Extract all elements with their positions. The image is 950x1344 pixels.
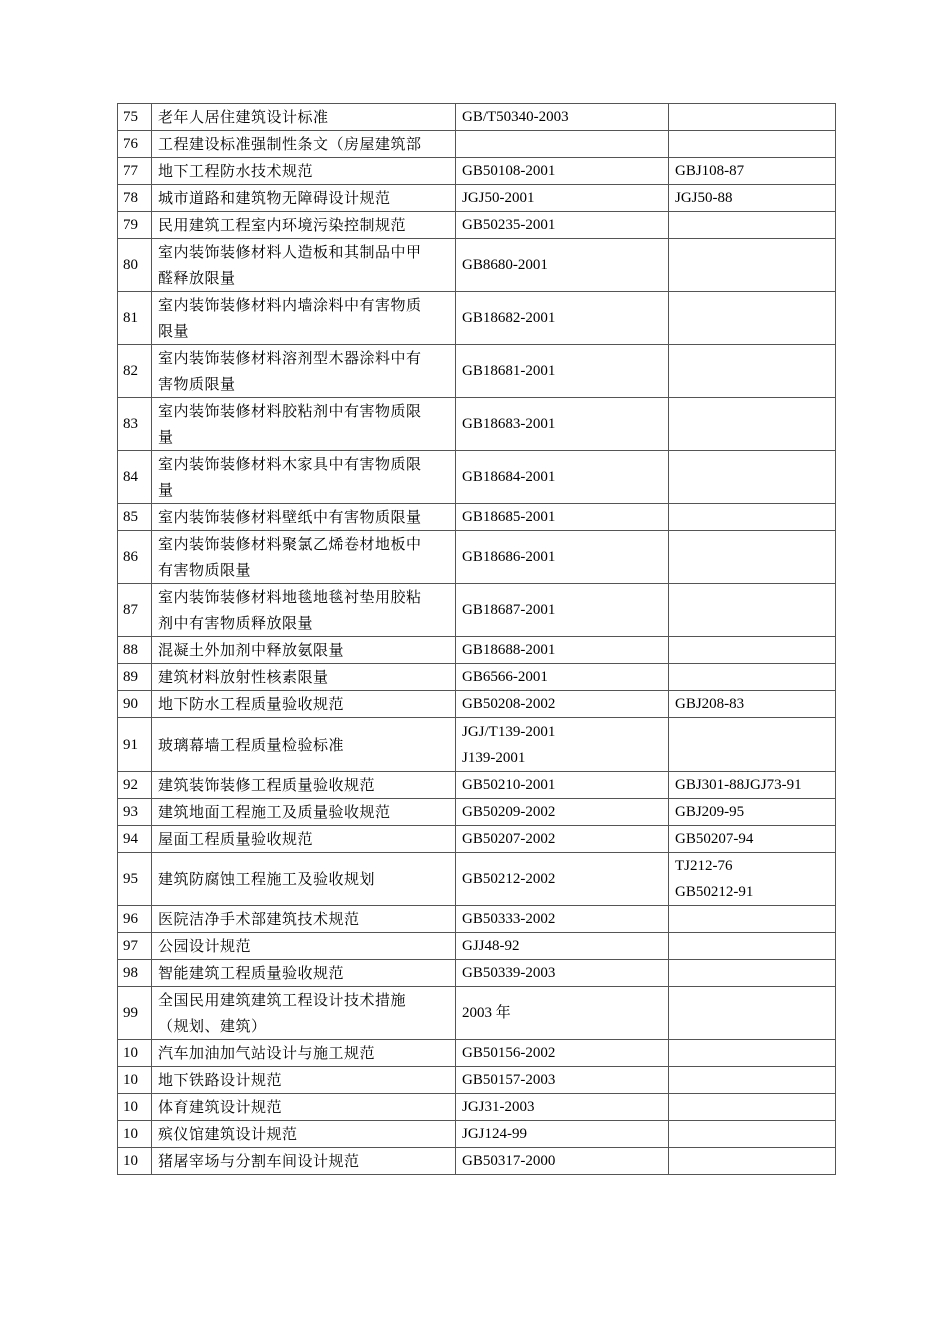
standards-table [117,103,836,1175]
standard-name-cell [152,637,456,664]
standard-name-cell-line: 工程建设标准强制性条文（房屋建筑部 [158,135,422,153]
standard-name-cell [152,292,456,345]
standard-name-cell-line: 玻璃幕墙工程质量检验标准 [158,735,345,754]
standard-code-cell [456,906,669,933]
standard-code-cell [456,104,669,131]
standard-code-cell [456,1094,669,1121]
standard-code-cell [456,691,669,718]
standard-name-cell [152,104,456,131]
standard-code-cell [456,158,669,185]
row-number-cell: 10 [118,1121,152,1148]
replaced-standard-cell [669,718,836,772]
standard-code-cell [456,1067,669,1094]
standard-code-cell-line: JGJ50-2001 [462,190,535,206]
standard-code-cell [456,960,669,987]
standard-name-cell-line: 混凝土外加剂中释放氨限量 [158,641,345,659]
replaced-standard-cell [669,104,836,131]
row-number-cell: 77 [118,158,152,185]
table-row [118,1094,836,1121]
row-number-cell: 10 [118,1148,152,1175]
replaced-standard-cell [669,1040,836,1067]
row-number-cell: 88 [118,637,152,664]
standard-name-cell [152,212,456,239]
replaced-standard-cell [669,504,836,531]
standard-name-cell [152,960,456,987]
standard-code-cell-line: GB50209-2002 [462,804,556,820]
standard-code-cell-line: GB/T50340-2003 [462,109,569,125]
standard-code-cell-line: JGJ31-2003 [462,1099,535,1115]
standard-code-cell [456,185,669,212]
standard-code-cell [456,584,669,637]
row-number-cell: 78 [118,185,152,212]
standard-code-cell-line: GB6566-2001 [462,669,548,685]
replaced-standard-cell [669,987,836,1040]
replaced-standard-cell-line: GB50207-94 [675,831,754,847]
row-number-cell: 81 [118,292,152,345]
replaced-standard-cell [669,185,836,212]
table-row [118,906,836,933]
standard-name-cell-line: 害物质限量 [158,375,236,393]
row-number-cell: 96 [118,906,152,933]
standard-name-cell-line: 医院洁净手术部建筑技术规范 [158,910,360,928]
standard-name-cell [152,1067,456,1094]
replaced-standard-cell [669,799,836,826]
replaced-standard-cell [669,1148,836,1175]
standard-name-cell-line: 汽车加油加气站设计与施工规范 [158,1044,376,1062]
standard-code-cell-line: GB50208-2002 [462,696,556,712]
standard-name-cell [152,1094,456,1121]
standard-code-cell [456,853,669,906]
standard-name-cell-line: 室内装饰装修材料木家具中有害物质限 [158,455,422,473]
table-row [118,531,836,584]
row-number-cell: 91 [118,718,152,772]
standard-code-cell-line: JGJ124-99 [462,1126,528,1142]
standard-name-cell-line: 室内装饰装修材料聚氯乙烯卷材地板中 [158,535,422,553]
table-row [118,584,836,637]
standard-name-cell [152,691,456,718]
table-row [118,292,836,345]
standard-name-cell-line: 有害物质限量 [158,561,252,579]
table-row [118,185,836,212]
standard-name-cell-line: 限量 [158,322,190,340]
standard-name-cell-line: 建筑防腐蚀工程施工及验收规划 [158,870,376,888]
standard-name-cell-line: 量 [158,428,174,446]
table-row [118,637,836,664]
replaced-standard-cell [669,531,836,584]
standard-name-cell [152,451,456,504]
standard-code-cell-line: GB18683-2001 [462,416,556,432]
replaced-standard-cell [669,292,836,345]
replaced-standard-cell [669,664,836,691]
replaced-standard-cell-line: GB50212-91 [675,884,754,900]
standard-name-cell-line: 民用建筑工程室内环境污染控制规范 [158,216,407,234]
standard-code-cell [456,504,669,531]
standard-name-cell-line: 猪屠宰场与分割车间设计规范 [158,1152,360,1170]
replaced-standard-cell [669,1067,836,1094]
table-row [118,158,836,185]
standard-name-cell-line: 室内装饰装修材料地毯地毯衬垫用胶粘 [158,588,422,606]
standard-name-cell-line: 屋面工程质量验收规范 [158,830,314,848]
standard-name-cell-line: 公园设计规范 [158,937,252,955]
replaced-standard-cell-line: TJ212-76 [675,858,733,874]
standard-name-cell-line: 室内装饰装修材料壁纸中有害物质限量 [158,508,422,526]
replaced-standard-cell [669,960,836,987]
standard-code-cell [456,531,669,584]
table-row [118,718,836,772]
standard-name-cell [152,772,456,799]
table-row [118,933,836,960]
standard-name-cell-line: 剂中有害物质释放限量 [158,614,314,632]
row-number-cell: 94 [118,826,152,853]
standard-code-cell-line: GB18685-2001 [462,509,556,525]
replaced-standard-cell [669,1121,836,1148]
replaced-standard-cell [669,826,836,853]
table-row [118,398,836,451]
table-row [118,853,836,906]
standard-code-cell-line: GB18682-2001 [462,310,556,326]
standard-name-cell [152,345,456,398]
table-row [118,1121,836,1148]
standard-code-cell [456,345,669,398]
standard-name-cell-line: 全国民用建筑建筑工程设计技术措施 [158,991,407,1009]
row-number-cell: 75 [118,104,152,131]
standard-name-cell [152,239,456,292]
table-body [118,104,836,1175]
standard-name-cell [152,799,456,826]
table-row [118,691,836,718]
standard-code-cell-line: GB50207-2002 [462,831,556,847]
table-row [118,104,836,131]
replaced-standard-cell-line: JGJ50-88 [675,190,733,206]
standard-code-cell [456,772,669,799]
replaced-standard-cell [669,772,836,799]
standard-name-cell [152,398,456,451]
standard-name-cell-line: 殡仪馆建筑设计规范 [158,1125,298,1143]
standard-code-cell [456,987,669,1040]
standard-name-cell [152,185,456,212]
table-row [118,1148,836,1175]
standard-name-cell-line: 室内装饰装修材料溶剂型木器涂料中有 [158,349,422,367]
standard-name-cell-line: 体育建筑设计规范 [158,1098,283,1116]
row-number-cell: 85 [118,504,152,531]
replaced-standard-cell [669,584,836,637]
standard-code-cell [456,826,669,853]
standard-code-cell [456,718,669,772]
standard-code-cell-line: GB50235-2001 [462,217,556,233]
table-row [118,239,836,292]
row-number-cell: 86 [118,531,152,584]
standard-name-cell-line: 地下铁路设计规范 [158,1071,283,1089]
row-number-cell: 99 [118,987,152,1040]
standard-code-cell [456,212,669,239]
replaced-standard-cell-line: GBJ208-83 [675,696,745,712]
standard-name-cell [152,664,456,691]
standard-code-cell-line: GB50210-2001 [462,777,556,793]
row-number-cell: 79 [118,212,152,239]
standard-code-cell-line: JGJ/T139-2001 [462,723,556,740]
standard-name-cell-line: 建筑材料放射性核素限量 [158,668,329,686]
standard-code-cell-line: GB18687-2001 [462,602,556,618]
table-row [118,212,836,239]
standard-name-cell [152,1121,456,1148]
standard-name-cell-line: 室内装饰装修材料胶粘剂中有害物质限 [158,402,422,420]
standard-code-cell-line: 2003 年 [462,1005,511,1021]
replaced-standard-cell-line: GBJ108-87 [675,163,745,179]
standard-code-cell-line: J139-2001 [462,749,526,766]
standard-name-cell [152,906,456,933]
table-row [118,1067,836,1094]
standard-code-cell [456,131,669,158]
row-number-cell: 93 [118,799,152,826]
standard-name-cell [152,584,456,637]
standard-code-cell [456,398,669,451]
standard-code-cell [456,637,669,664]
standard-code-cell-line: GB50333-2002 [462,911,556,927]
replaced-standard-cell [669,239,836,292]
standard-code-cell [456,664,669,691]
standard-name-cell-line: 量 [158,481,174,499]
standard-code-cell-line: GB50212-2002 [462,871,556,887]
standard-name-cell-line: 地下工程防水技术规范 [158,162,314,180]
standard-code-cell [456,1040,669,1067]
standard-name-cell-line: 地下防水工程质量验收规范 [158,695,345,713]
standard-code-cell-line: GB18681-2001 [462,363,556,379]
table-row [118,772,836,799]
row-number-cell: 95 [118,853,152,906]
standard-code-cell-line: GB50108-2001 [462,163,556,179]
table-row [118,1040,836,1067]
standard-code-cell [456,1121,669,1148]
standard-name-cell [152,504,456,531]
standard-name-cell-line: 室内装饰装修材料内墙涂料中有害物质 [158,296,422,314]
standard-name-cell-line: 智能建筑工程质量验收规范 [158,964,345,982]
row-number-cell: 89 [118,664,152,691]
table-row [118,960,836,987]
standard-code-cell [456,451,669,504]
standard-code-cell-line: GB50157-2003 [462,1072,556,1088]
standard-name-cell [152,1040,456,1067]
standard-name-cell-line: 老年人居住建筑设计标准 [158,108,329,126]
table-row [118,451,836,504]
standard-name-cell-line: 城市道路和建筑物无障碍设计规范 [158,189,391,207]
standard-name-cell-line: 室内装饰装修材料人造板和其制品中甲 [158,243,422,261]
table-row [118,131,836,158]
row-number-cell: 98 [118,960,152,987]
row-number-cell: 90 [118,691,152,718]
replaced-standard-cell [669,691,836,718]
standard-name-cell [152,933,456,960]
standard-name-cell [152,826,456,853]
row-number-cell: 97 [118,933,152,960]
standard-name-cell [152,131,456,158]
standard-name-cell-line: 建筑装饰装修工程质量验收规范 [158,776,376,794]
standard-code-cell [456,933,669,960]
standard-name-cell [152,531,456,584]
table-row [118,504,836,531]
replaced-standard-cell [669,398,836,451]
row-number-cell: 10 [118,1040,152,1067]
row-number-cell: 83 [118,398,152,451]
row-number-cell: 10 [118,1094,152,1121]
replaced-standard-cell [669,1094,836,1121]
standard-code-cell [456,799,669,826]
replaced-standard-cell [669,345,836,398]
replaced-standard-cell [669,853,836,906]
table-row [118,826,836,853]
standard-code-cell-line: GB8680-2001 [462,257,548,273]
row-number-cell: 76 [118,131,152,158]
replaced-standard-cell [669,158,836,185]
standard-code-cell-line: GB18688-2001 [462,642,556,658]
standard-code-cell-line: GB50339-2003 [462,965,556,981]
standard-code-cell-line: GB18684-2001 [462,469,556,485]
standard-code-cell [456,239,669,292]
row-number-cell: 80 [118,239,152,292]
standard-name-cell [152,1148,456,1175]
standard-name-cell-line: （规划、建筑） [158,1017,267,1035]
standard-name-cell [152,158,456,185]
row-number-cell: 84 [118,451,152,504]
standard-code-cell-line: GB50156-2002 [462,1045,556,1061]
table-row [118,345,836,398]
replaced-standard-cell [669,906,836,933]
standard-name-cell [152,987,456,1040]
replaced-standard-cell [669,212,836,239]
row-number-cell: 82 [118,345,152,398]
replaced-standard-cell [669,131,836,158]
standard-name-cell [152,853,456,906]
standard-name-cell-line: 建筑地面工程施工及质量验收规范 [158,803,391,821]
standard-code-cell-line: GB18686-2001 [462,549,556,565]
table-row [118,987,836,1040]
standard-code-cell [456,292,669,345]
row-number-cell: 10 [118,1067,152,1094]
replaced-standard-cell [669,637,836,664]
replaced-standard-cell [669,451,836,504]
standard-code-cell [456,1148,669,1175]
standard-code-cell-line: GJJ48-92 [462,938,520,954]
standard-name-cell-line: 醛释放限量 [158,269,236,287]
standard-name-cell [152,718,456,772]
row-number-cell: 87 [118,584,152,637]
table-row [118,799,836,826]
standard-code-cell-line: GB50317-2000 [462,1153,556,1169]
replaced-standard-cell-line: GBJ209-95 [675,804,745,820]
replaced-standard-cell [669,933,836,960]
replaced-standard-cell-line: GBJ301-88JGJ73-91 [675,777,802,793]
table-row [118,664,836,691]
row-number-cell: 92 [118,772,152,799]
